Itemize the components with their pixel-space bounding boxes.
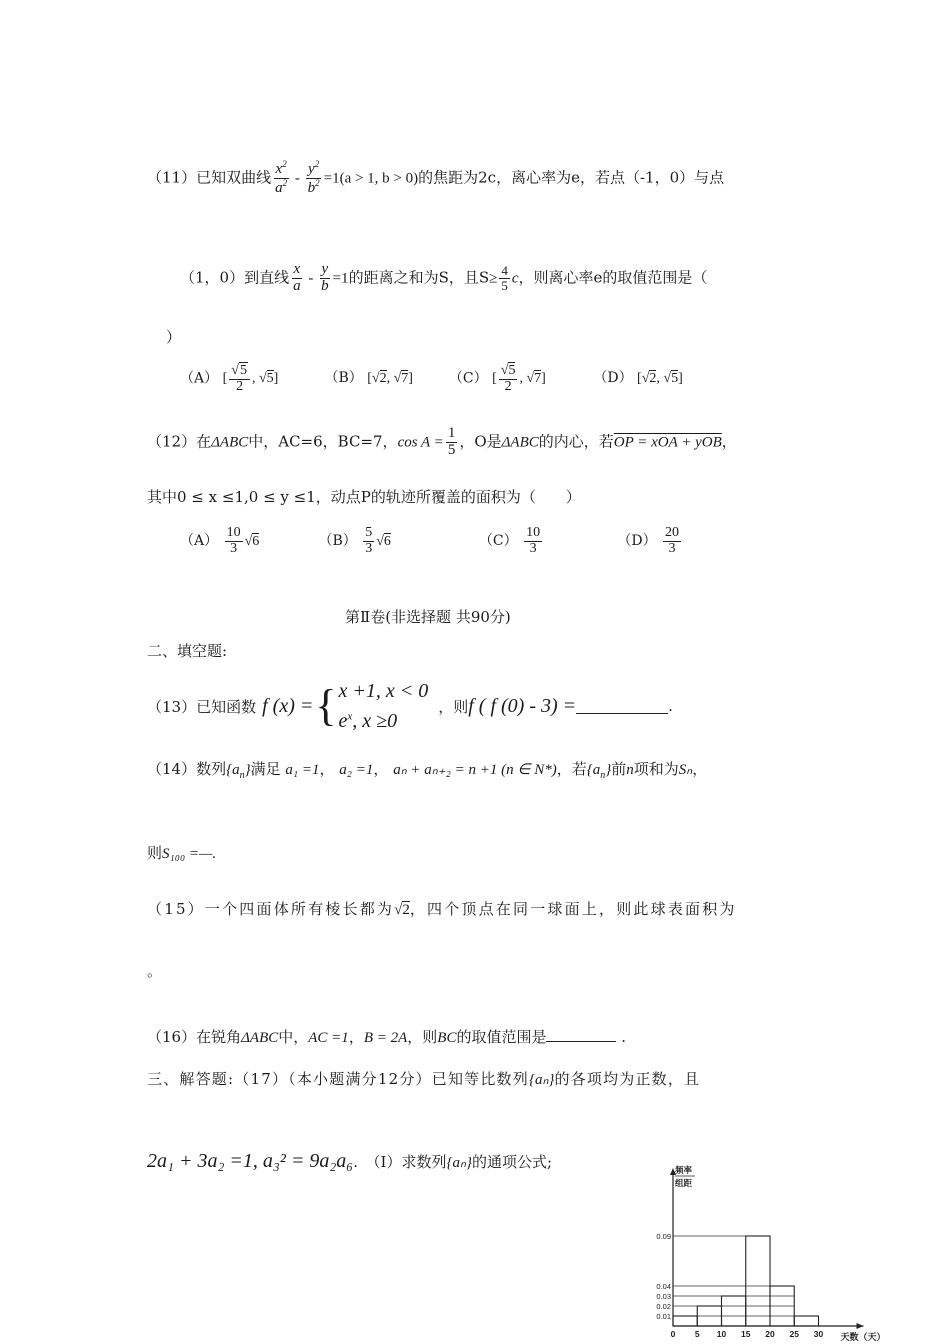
q11-frac-yb: $\frac{y}{b}$ (321, 261, 329, 294)
x-tick-label: 25 (789, 1329, 799, 1339)
q12-option-a[interactable]: （A） $\frac{10}{3}$ √6 (180, 525, 260, 556)
section-answer: 三、解答题: (147, 1070, 235, 1088)
x-tick-label: 15 (741, 1329, 751, 1339)
q13-case2: $e^x$, x ≥0 (338, 710, 398, 732)
q11-text-4: 的距离之和为S，且S (348, 268, 490, 287)
q16-answer-blank[interactable] (546, 1031, 616, 1042)
q12-line1: （12）在ΔABC中，AC=6，BC=7，cos A = $\frac{1}{5}$ ，O是ΔABC的内心，若OP = xOA + yOB， (147, 425, 737, 458)
x-axis-arrow-icon (857, 1323, 864, 1329)
histogram-bar (673, 1316, 697, 1326)
q11-text-1: 已知双曲线 (196, 168, 272, 187)
q11-number: （11） (147, 168, 197, 187)
q15-end: 。 (147, 962, 163, 980)
y-label-bottom: 组距 (675, 1178, 693, 1188)
q14-recurrence: aₙ + aₙ₊₂ = n +1 (n ∈ N*) (393, 762, 557, 778)
q12-vector-eq: OP = xOA + yOB (613, 434, 722, 451)
q15-number: （15） (147, 900, 205, 918)
y-tick-label: 0.09 (656, 1232, 671, 1241)
frequency-histogram (640, 1160, 900, 1344)
q11-line1: （11）已知双曲线 $\frac{x^2}{a^2}$ - $\frac{y^2}{b^2}$ =1(a > 1, b > 0)的焦距为2c，离心率为e，若点（-1，0）与点 (147, 159, 725, 196)
q13-fx: f (x) = (262, 694, 314, 717)
q13-answer-blank[interactable] (576, 699, 668, 714)
q11-close-paren: ） (166, 328, 182, 346)
q13-case1: x +1, x < 0 (338, 680, 429, 702)
q11-option-d[interactable]: （D） [√2, √5] (593, 370, 683, 387)
y-tick-label: 0.02 (656, 1302, 671, 1311)
q12-line2: 其中0 ≤ x ≤1,0 ≤ y ≤1，动点P的轨迹所覆盖的面积为（ ） (147, 488, 581, 506)
q11-option-c[interactable]: （C） [ $\frac{√5}{2}$ , √7] (448, 363, 546, 394)
histogram-axes (670, 1168, 864, 1329)
q12-number: （12） (147, 432, 197, 451)
q11-frac-x: $\frac{x^2}{a^2}$ (275, 159, 288, 196)
x-tick-label: 30 (813, 1329, 824, 1339)
x-axis-label: 天数（天） (840, 1332, 886, 1342)
q11-options (180, 364, 713, 394)
q11-option-b[interactable]: （B） [√2, √7] (324, 370, 413, 387)
q14-line2: 则S₁₀₀ =—. (147, 844, 217, 862)
q14-seq: $\{a_n\}$ (226, 762, 251, 781)
q11-frac-y: $\frac{y^2}{b^2}$ (307, 159, 320, 196)
y-tick-label: 0.01 (656, 1312, 671, 1321)
q12-option-c[interactable]: （C） $\frac{10}{3}$ (478, 525, 541, 556)
histogram-bar (722, 1296, 746, 1326)
q14-s100: S₁₀₀ =—. (162, 846, 217, 862)
q17-equation: 2a₁ + 3a₂ =1, a₃² = 9a₂a₆ (147, 1150, 354, 1172)
q11-frac-xa: $\frac{x}{a}$ (293, 261, 301, 294)
q11-hyp-rhs: =1(a > 1, b > 0) (323, 170, 419, 187)
q11-line2: （1，0）到直线 $\frac{x}{a}$ - $\frac{y}{b}$ =1的距离之和为S，且S≥ $\frac{4}{5}$ c，则离心率e的取值范围是（ (180, 261, 708, 294)
q13-expr: f ( f (0) - 3) = (468, 694, 577, 717)
q13-number: （13） (147, 697, 197, 716)
y-tick-label: 0.04 (656, 1282, 671, 1291)
q14-line1: （14）数列$\{a_n\}$满足 a₁ =1， a₂ =1， aₙ + aₙ₊₂ = n +1 (n ∈ N*)，若$\{a_n\}$前n项和为Sₙ， (147, 760, 708, 781)
q15-line1: （15）一个四面体所有棱长都为√2，四个顶点在同一球面上，则此球表面积为 (147, 900, 737, 918)
x-tick-label: 10 (716, 1329, 727, 1339)
q16-number: （16） (147, 1028, 197, 1046)
histogram-bar (794, 1316, 818, 1326)
section-fill-in: 二、填空题: (147, 642, 228, 660)
q17-line2: 2a₁ + 3a₂ =1, a₃² = 9a₂a₆. （Ⅰ）求数列{aₙ}的通项公式; (147, 1150, 553, 1172)
histogram-bar (746, 1236, 770, 1326)
q12-option-b[interactable]: （B） $\frac{5}{3}$ √6 (318, 525, 391, 556)
q11-text-5: ，则离心率e的取值范围是（ (518, 268, 708, 287)
q12-options (180, 526, 717, 556)
part2-title: 第Ⅱ卷(非选择题 共90分) (345, 608, 511, 626)
y-tick-label: 0.03 (656, 1292, 671, 1301)
q11-option-a[interactable]: （A） [ $\frac{√5}{2}$ , √5] (180, 363, 279, 394)
q12-option-d[interactable]: （D） $\frac{20}{3}$ (617, 525, 680, 556)
histogram-bars (673, 1236, 819, 1326)
q13-line: （13） 已知函数 f (x) = { x +1, x < 0 $e^x$, x ≥0 ，则 f ( f (0) - 3) = . (147, 676, 673, 736)
q11-text-2: 的焦距为2c，离心率为e，若点（-1，0）与点 (418, 168, 725, 187)
q11-frac-45: $\frac{4}{5}$ (501, 263, 508, 293)
x-tick-label: 0 (670, 1329, 676, 1339)
q17-line1: 三、解答题:（17）（本小题满分12分）已知等比数列{aₙ}的各项均为正数，且 (147, 1070, 701, 1088)
x-tick-label: 20 (765, 1329, 775, 1339)
x-tick-label: 5 (694, 1329, 700, 1339)
y-label-top: 频率 (675, 1165, 693, 1175)
q16-line: （16）在锐角ΔABC中，AC =1，B = 2A，则BC的取值范围是 . (147, 1028, 627, 1046)
q14-number: （14） (147, 760, 197, 778)
q11-text-3: （1，0）到直线 (180, 268, 290, 287)
q12-frac-15: $\frac{1}{5}$ (447, 425, 456, 458)
histogram-labels (656, 1165, 885, 1342)
